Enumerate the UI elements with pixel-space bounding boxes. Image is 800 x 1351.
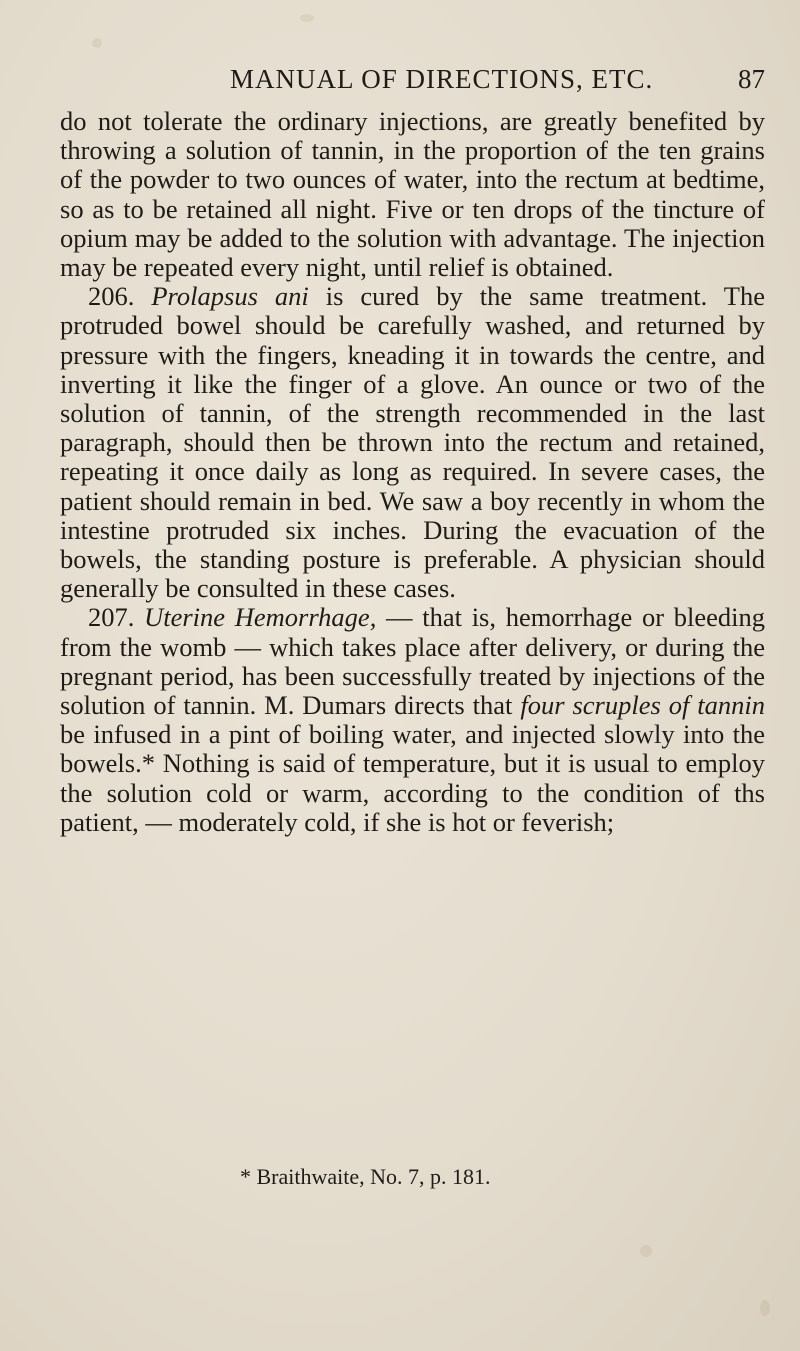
page-header xyxy=(200,64,780,104)
footnote: * Braithwaite, No. 7, p. 181. xyxy=(240,1164,491,1189)
paragraph-text: be infused in a pint of boiling water, and injected slowly into the bowels.* Nothing is said of temperature, but it is usual to employ the solution cold or warm, according to the condition of ths patient, — moderately cold, if she is hot or feverish; xyxy=(60,719,765,837)
page-number: 87 xyxy=(738,64,765,94)
running-head: MANUAL OF DIRECTIONS, ETC. xyxy=(230,64,654,94)
paper-stain xyxy=(760,1300,770,1316)
paragraph-text: is cured by the same treatment. The protruded bowel should be carefully washed, and returned by pressure with the fingers, kneading it in towards the centre, and inverting it like the finger of a glove. An ounce or two of the solution of tannin, of the strength recommended in the last paragraph, should then be thrown into the rectum and retained, repeating it once daily as long as required. In severe cases, the patient should remain in bed. We saw a boy recently in whom the intestine protruded six inches. During the evacuation of the bowels, the standing posture is preferable. A physician should generally be consulted in these cases. xyxy=(60,281,765,604)
body-text xyxy=(60,107,765,837)
emphasis-four-scruples: four scruples of tannin xyxy=(520,690,765,721)
term-prolapsus-ani: Prolapsus ani xyxy=(151,281,309,312)
paragraph-number: 206. xyxy=(88,281,135,312)
paper-stain xyxy=(640,1245,652,1257)
paragraph-continuation: do not tolerate the ordinary injections, are greatly benefited by throwing a solution of tannin, in the proportion of the ten grains of the powder to two ounces of water, into the rectum at bedtime, so as to be retained all night. Five or ten drops of the tincture of opium may be added to the solution with advantage. The injection may be repeated every night, until relief is obtained. xyxy=(60,106,765,283)
paper-stain xyxy=(300,14,314,22)
paper-stain xyxy=(92,38,102,48)
paragraph-text: — that is, hemorrhage or bleeding from the womb — which takes place after delivery, or during the pregnant period, has been successfully treated by injections of the solution of tannin. M. Dumars directs that xyxy=(60,602,765,721)
paragraph-207 xyxy=(60,603,765,837)
term-uterine-hemorrhage: Uterine Hemorrhage, xyxy=(144,602,377,633)
paragraph-206 xyxy=(60,282,765,603)
paragraph-number: 207. xyxy=(88,602,135,633)
